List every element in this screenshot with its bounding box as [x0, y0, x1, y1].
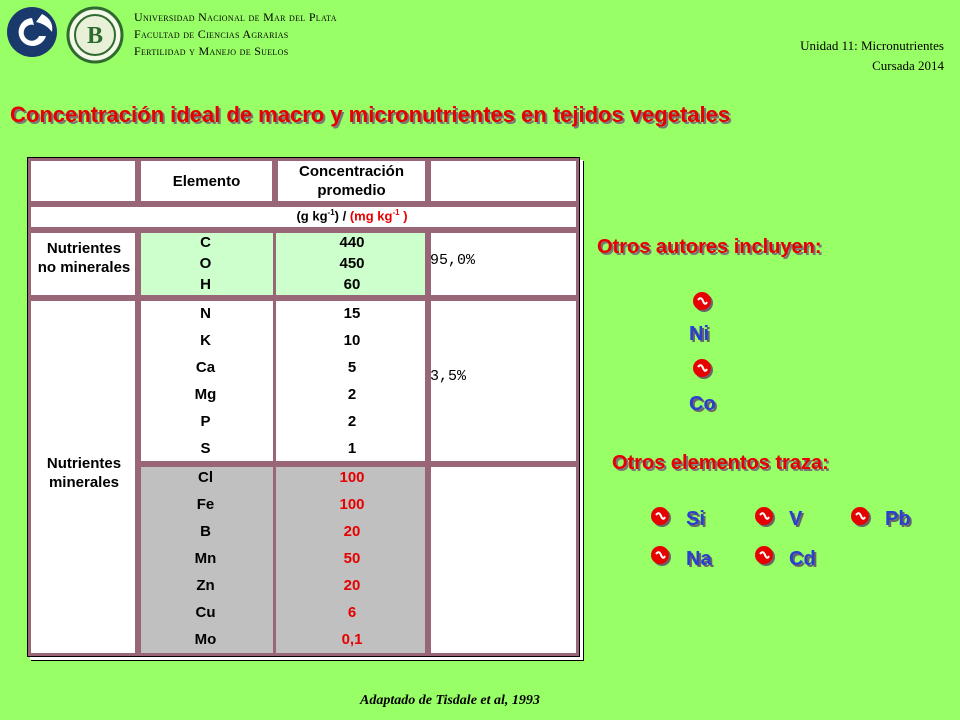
- trace-element: Na: [686, 548, 712, 570]
- concentration-value: 0,1: [341, 631, 363, 648]
- column-header-element: Elemento: [172, 172, 241, 190]
- concentration-value: 440: [339, 234, 365, 251]
- concentration-value: 50: [343, 550, 361, 567]
- element-symbol: Mo: [194, 631, 217, 648]
- concentration-value: 1: [347, 440, 357, 457]
- trace-element: Si: [686, 508, 705, 530]
- university-logo: [6, 6, 58, 58]
- faculty-name: Facultad de Ciencias Agrarias: [134, 27, 289, 41]
- other-authors-title: Otros autores incluyen:: [597, 236, 822, 258]
- concentration-value: 450: [339, 255, 365, 272]
- trace-elements-title: Otros elementos traza:: [612, 452, 829, 474]
- bullet-icon: [754, 545, 776, 567]
- seal-letter: B: [86, 23, 104, 49]
- concentration-value: 6: [347, 604, 357, 621]
- element-symbol: S: [200, 440, 211, 457]
- trace-element: Cd: [789, 548, 816, 570]
- bullet-icon: [692, 291, 714, 313]
- trace-element: V: [789, 508, 803, 530]
- page-title: Concentración ideal de macro y micronutrientes en tejidos vegetales: [10, 102, 731, 127]
- nonmineral-percentage: 95,0%: [430, 252, 476, 269]
- element-symbol: Fe: [196, 496, 215, 513]
- course-info: [800, 36, 944, 76]
- element-symbol: K: [200, 332, 211, 349]
- group-label-nonmineral: Nutrientes no minerales: [37, 240, 131, 276]
- concentration-value: 15: [343, 305, 361, 322]
- other-author-element: Co: [689, 393, 716, 415]
- header-cell-concentration: [275, 158, 428, 204]
- element-symbol: Cu: [195, 604, 216, 621]
- group-label-mineral: Nutrientes minerales: [46, 455, 122, 491]
- concentration-value: 100: [339, 496, 365, 513]
- header-cell-blank-right: [428, 158, 579, 204]
- element-symbol: B: [200, 523, 211, 540]
- university-name: Universidad Nacional de Mar del Plata: [134, 10, 337, 24]
- micro-blank-cell: [428, 464, 579, 656]
- bullet-icon: [650, 506, 672, 528]
- element-symbol: Ca: [195, 359, 216, 376]
- institution-header: [134, 9, 337, 60]
- element-symbol: C: [200, 234, 211, 251]
- unit-label: Unidad 11: Micronutrientes: [800, 38, 944, 53]
- element-symbol: Mg: [194, 386, 217, 403]
- column-header-conc-line1: Concentración: [298, 163, 404, 180]
- element-symbol: Cl: [198, 469, 213, 486]
- nutrient-table: [27, 157, 580, 657]
- concentration-value: 60: [343, 276, 361, 293]
- mineral-percentage: 3,5%: [430, 368, 467, 385]
- bullet-icon: [850, 506, 872, 528]
- bullet-icon: [754, 506, 776, 528]
- element-symbol: N: [200, 305, 211, 322]
- element-symbol: P: [200, 413, 211, 430]
- concentration-value: 5: [347, 359, 357, 376]
- department-name: Fertilidad y Manejo de Suelos: [134, 44, 289, 58]
- faculty-seal-logo: [66, 6, 124, 64]
- column-header-conc-line2: promedio: [317, 182, 386, 199]
- element-symbol: H: [200, 276, 211, 293]
- course-year: Cursada 2014: [872, 58, 944, 73]
- element-symbol: Mn: [194, 550, 217, 567]
- units-label: (g $kg^{-1}) / (mg$ $kg^{-1}$ ): [296, 208, 408, 224]
- trace-element: Pb: [885, 508, 911, 530]
- concentration-value: 2: [347, 386, 357, 403]
- concentration-value: 20: [343, 577, 361, 594]
- concentration-value: 20: [343, 523, 361, 540]
- element-symbol: O: [199, 255, 212, 272]
- header-cell-blank: [28, 158, 138, 204]
- element-symbol: Zn: [196, 577, 215, 594]
- bullet-icon: [692, 358, 714, 380]
- concentration-value: 10: [343, 332, 361, 349]
- citation: Adaptado de Tisdale et al, 1993: [360, 693, 540, 708]
- bullet-icon: [650, 545, 672, 567]
- concentration-value: 100: [339, 469, 365, 486]
- other-author-element: Ni: [689, 323, 709, 345]
- concentration-value: 2: [347, 413, 357, 430]
- header-cell-element: [138, 158, 275, 204]
